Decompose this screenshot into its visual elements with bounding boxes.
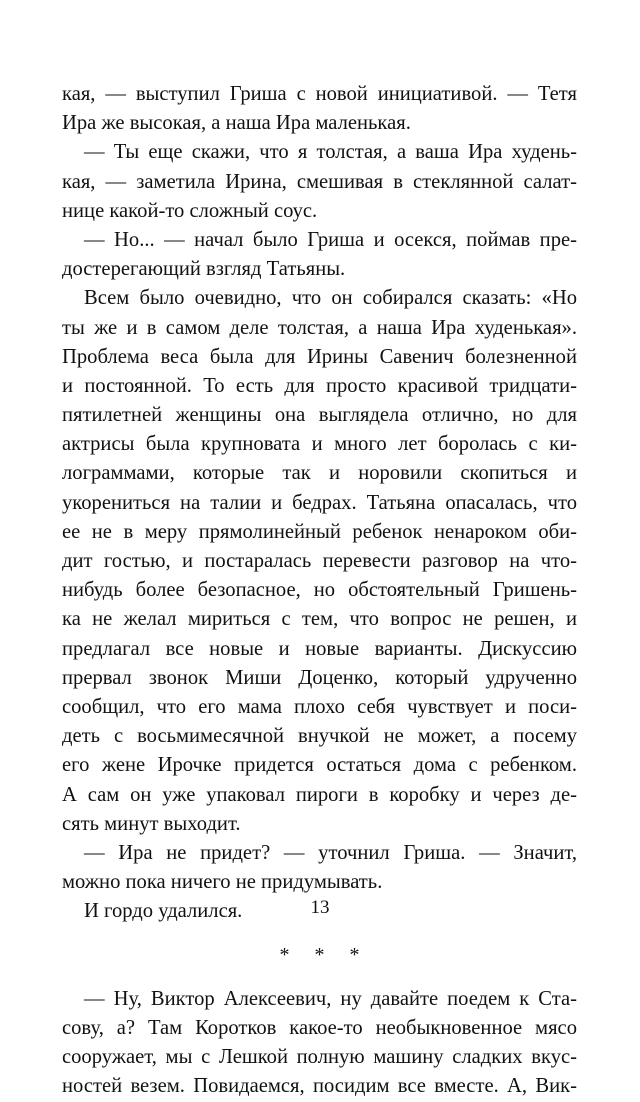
text-line: — Ну, Виктор Алексеевич, ну давайте поедем к Ста- [84, 987, 577, 1010]
text-line: сять минут выходит. [62, 812, 241, 835]
text-line: сову, а? Там Коротков какое-то необыкновенное мясо [62, 1017, 577, 1040]
section-separator: * * * [279, 944, 370, 967]
text-line: кая, — заметила Ирина, смешивая в стеклянной салат- [62, 170, 577, 193]
text-line: актрисы была крупновата и много лет боролась с ки- [62, 433, 577, 456]
page-number: 13 [310, 897, 330, 918]
text-line: Всем было очевидно, что он собирался сказать: «Но [84, 287, 577, 310]
text-line: прервал звонок Миши Доценко, который удрученно [62, 666, 577, 689]
text-line: лограммами, которые так и норовили скопиться и [62, 462, 577, 485]
paragraph [62, 284, 577, 839]
text-line: укорениться на талии и бедрах. Татьяна опасалась, что [62, 491, 577, 514]
text-line: сообщил, что его мама плохо себя чувствует и поси- [62, 695, 577, 718]
paragraph [62, 226, 577, 284]
text-line: ностей везем. Повидаемся, посидим все вместе. А, Вик- [62, 1075, 577, 1098]
text-line: — Ты еще скажи, что я толстая, а ваша Ира худень- [84, 141, 577, 164]
text-line: — Но... — начал было Гриша и осекся, поймав пре- [84, 228, 577, 251]
text-line: Проблема веса была для Ирины Савенич болезненной [62, 345, 577, 368]
text-line: можно пока ничего не придумывать. [62, 871, 383, 894]
text-line: пятилетней женщины она выглядела отлично, но для [62, 404, 577, 427]
text-line: Ира же высокая, а наша Ира маленькая. [62, 112, 411, 135]
text-line: предлагал все новые и новые варианты. Дискуссию [62, 637, 577, 660]
text-line: ка не желал мириться с тем, что вопрос не решен, и [62, 608, 577, 631]
paragraph [62, 839, 577, 897]
text-line: сооружает, мы с Лешкой полную машину сладких вкус- [62, 1046, 577, 1069]
text-line: И гордо удалился. [84, 900, 243, 923]
page-text-block [62, 80, 577, 1102]
text-line: нибудь более безопасное, но обстоятельный Гришень- [62, 579, 577, 602]
text-line: ее не в меру прямолинейный ребенок ненароком оби- [62, 520, 577, 543]
text-line: — Ира не придет? — уточнил Гриша. — Значит, [84, 841, 577, 864]
text-line: кая, — выступил Гриша с новой инициативой. — Тетя [62, 83, 577, 105]
text-line: дит гостью, и постаралась перевести разговор на что- [62, 550, 577, 572]
text-line: его жене Ирочке придется остаться дома с ребенком. [62, 754, 577, 777]
text-line: достерегающий взгляд Татьяны. [62, 258, 346, 281]
text-line: А сам он уже упаковал пироги в коробку и через де- [62, 783, 577, 806]
text-line: нице какой-то сложный соус. [62, 199, 318, 222]
paragraph [62, 80, 577, 138]
text-line: ты же и в самом деле толстая, а наша Ира худенькая». [62, 316, 577, 339]
text-line: и постоянной. То есть для просто красивой тридцати- [62, 374, 577, 397]
paragraph [62, 985, 577, 1102]
paragraph [62, 138, 577, 226]
text-line: деть с восьмимесячной внучкой не может, а посему [62, 725, 577, 748]
